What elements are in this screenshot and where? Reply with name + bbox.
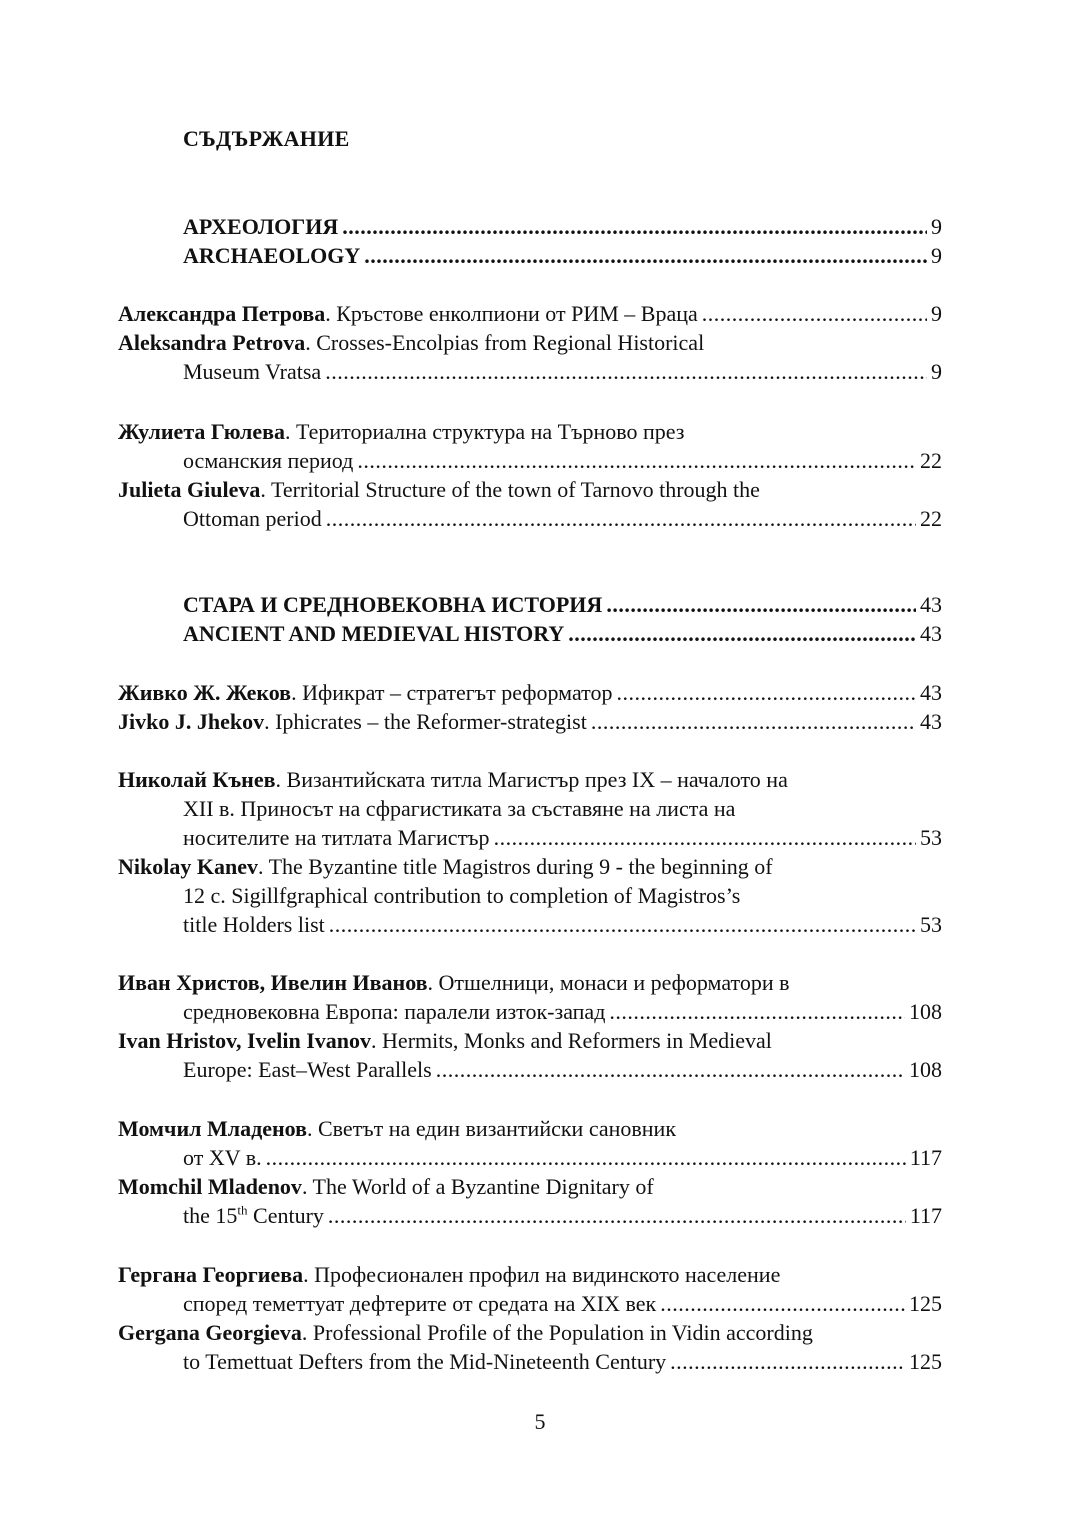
page-ref: 117 — [909, 1145, 942, 1170]
toc-entry-kanev-bg — [118, 765, 788, 794]
toc-entry-mladenov-bg — [118, 1114, 676, 1143]
toc-entry-mladenov-bg-cont — [183, 1143, 942, 1172]
entry-title: Ottoman period — [183, 506, 322, 531]
leader-dots — [606, 590, 916, 619]
toc-entry-hristov-en-cont — [183, 1055, 942, 1084]
section-history-bg — [183, 590, 942, 619]
entry-author: Николай Кънев — [118, 767, 276, 792]
toc-entry-gyuleva-bg-cont — [183, 446, 942, 475]
toc-entry-zhekov-bg — [118, 678, 942, 707]
entry-title: носителите на титлата Магистър — [183, 825, 490, 850]
toc-entry-petrova-en — [118, 328, 704, 357]
toc-entry-gyuleva-bg — [118, 417, 684, 446]
section-title: АРХЕОЛОГИЯ — [183, 214, 339, 239]
leader-dots — [702, 299, 927, 328]
leader-dots — [266, 1143, 906, 1172]
page-ref: 43 — [920, 680, 942, 705]
leader-dots — [670, 1347, 905, 1376]
leader-dots — [326, 504, 916, 533]
entry-title: XII в. Приносът на сфрагистиката за съставяне на листа на — [183, 796, 736, 821]
page-ref: 43 — [920, 621, 942, 646]
leader-dots — [616, 678, 916, 707]
entry-author: Александра Петрова — [118, 301, 326, 326]
leader-dots — [329, 910, 916, 939]
entry-author: Ivan Hristov, Ivelin Ivanov — [118, 1028, 372, 1053]
leader-dots — [494, 823, 916, 852]
toc-entry-gyuleva-en-cont — [183, 504, 942, 533]
page-ref: 9 — [931, 359, 942, 384]
entry-title: . Професионален профил на видинското население — [303, 1262, 781, 1287]
page-ref: 117 — [909, 1203, 942, 1228]
entry-author: Момчил Младенов — [118, 1116, 307, 1141]
entry-title: . Hermits, Monks and Reformers in Medieval — [371, 1028, 772, 1053]
leader-dots — [357, 446, 916, 475]
toc-entry-kanev-en-cont2 — [183, 910, 942, 939]
entry-title: средновековна Европа: паралели изток-запад — [183, 999, 606, 1024]
toc-entry-georgieva-en-cont — [183, 1347, 942, 1376]
page-ref: 125 — [909, 1349, 942, 1374]
entry-author: Julieta Giuleva — [118, 477, 261, 502]
entry-title: според теметтуат дефтерите от средата на XIX век — [183, 1291, 657, 1316]
entry-title: . Отшелници, монаси и реформатори в — [427, 970, 790, 995]
leader-dots — [609, 997, 905, 1026]
toc-entry-hristov-bg-cont — [183, 997, 942, 1026]
entry-title: от XV в. — [183, 1145, 262, 1170]
section-history-en — [183, 619, 942, 648]
entry-title: . Professional Profile of the Population in Vidin according — [301, 1320, 813, 1345]
page-ref: 43 — [920, 709, 942, 734]
entry-title: the 15th Century — [183, 1202, 324, 1228]
page-ref: 22 — [920, 506, 942, 531]
entry-title: . The World of a Byzantine Dignitary of — [301, 1174, 654, 1199]
entry-title: османския период — [183, 448, 354, 473]
toc-entry-kanev-en — [118, 852, 773, 881]
leader-dots — [364, 241, 927, 270]
toc-entry-kanev-bg-cont — [183, 794, 735, 823]
entry-title: . The Byzantine title Magistros during 9 - the beginning of — [257, 854, 773, 879]
entry-title: . Териториална структура на Търново през — [285, 419, 685, 444]
entry-title: title Holders list — [183, 912, 325, 937]
entry-title: . Светът на един византийски сановник — [306, 1116, 677, 1141]
toc-entry-georgieva-en — [118, 1318, 813, 1347]
entry-author: Aleksandra Petrova — [118, 330, 306, 355]
page-ref: 125 — [909, 1291, 942, 1316]
entry-title: . Кръстове енколпиони от РИМ – Враца — [325, 301, 698, 326]
toc-entry-kanev-en-cont — [183, 881, 740, 910]
leader-dots — [436, 1055, 905, 1084]
page-ref: 9 — [931, 301, 942, 326]
toc-entry-petrova-en-cont — [183, 357, 942, 386]
entry-author: Momchil Mladenov — [118, 1174, 302, 1199]
entry-title: . Ификрат – стратегът реформатор — [291, 680, 613, 705]
section-archaeology-en — [183, 241, 942, 270]
entry-author: Jivko J. Jhekov — [118, 709, 265, 734]
toc-entry-mladenov-en — [118, 1172, 654, 1201]
page-ref: 108 — [909, 1057, 942, 1082]
toc-entry-zhekov-en — [118, 707, 942, 736]
entry-author: Живко Ж. Жеков — [118, 680, 292, 705]
leader-dots — [660, 1289, 905, 1318]
section-archaeology-bg — [183, 212, 942, 241]
toc-entry-mladenov-en-cont — [183, 1201, 942, 1230]
toc-entry-georgieva-bg — [118, 1260, 780, 1289]
page-ref: 43 — [920, 592, 942, 617]
entry-author: Nikolay Kanev — [118, 854, 258, 879]
leader-dots — [328, 1201, 906, 1230]
leader-dots — [568, 619, 916, 648]
page-title: СЪДЪРЖАНИЕ — [183, 126, 350, 151]
leader-dots — [325, 357, 927, 386]
entry-title: . Crosses-Encolpias from Regional Historical — [305, 330, 705, 355]
page-number: 5 — [534, 1409, 546, 1434]
entry-author: Gergana Georgieva — [118, 1320, 302, 1345]
page-ref: 53 — [920, 912, 942, 937]
entry-title: Museum Vratsa — [183, 359, 322, 384]
entry-title: to Temettuat Defters from the Mid-Nineteenth Century — [183, 1349, 667, 1374]
page-ref: 9 — [931, 243, 942, 268]
section-title: СТАРА И СРЕДНОВЕКОВНА ИСТОРИЯ — [183, 592, 603, 617]
entry-title: . Territorial Structure of the town of Tarnovo through the — [260, 477, 760, 502]
toc-entry-gyuleva-en — [118, 475, 760, 504]
entry-title: 12 c. Sigillfgraphical contribution to completion of Magistros’s — [183, 883, 741, 908]
section-title: ANCIENT AND MEDIEVAL HISTORY — [183, 621, 565, 646]
toc-entry-petrova-bg — [118, 299, 942, 328]
page-ref: 9 — [931, 214, 942, 239]
entry-title: . Iphicrates – the Reformer-strategist — [264, 709, 587, 734]
page-ref: 53 — [920, 825, 942, 850]
entry-title: . Византийската титла Магистър през IX – началото на — [275, 767, 788, 792]
toc-entry-hristov-en — [118, 1026, 772, 1055]
page-ref: 22 — [920, 448, 942, 473]
page-ref: 108 — [909, 999, 942, 1024]
entry-author: Иван Христов, Ивелин Иванов — [118, 970, 428, 995]
toc-entry-hristov-bg — [118, 968, 790, 997]
toc-entry-georgieva-bg-cont — [183, 1289, 942, 1318]
entry-author: Жулиета Гюлева — [118, 419, 286, 444]
leader-dots — [591, 707, 916, 736]
entry-author: Гергана Георгиева — [118, 1262, 304, 1287]
section-title: ARCHAEOLOGY — [183, 243, 361, 268]
entry-title: Europe: East–West Parallels — [183, 1057, 432, 1082]
toc-entry-kanev-bg-cont2 — [183, 823, 942, 852]
leader-dots — [342, 212, 927, 241]
